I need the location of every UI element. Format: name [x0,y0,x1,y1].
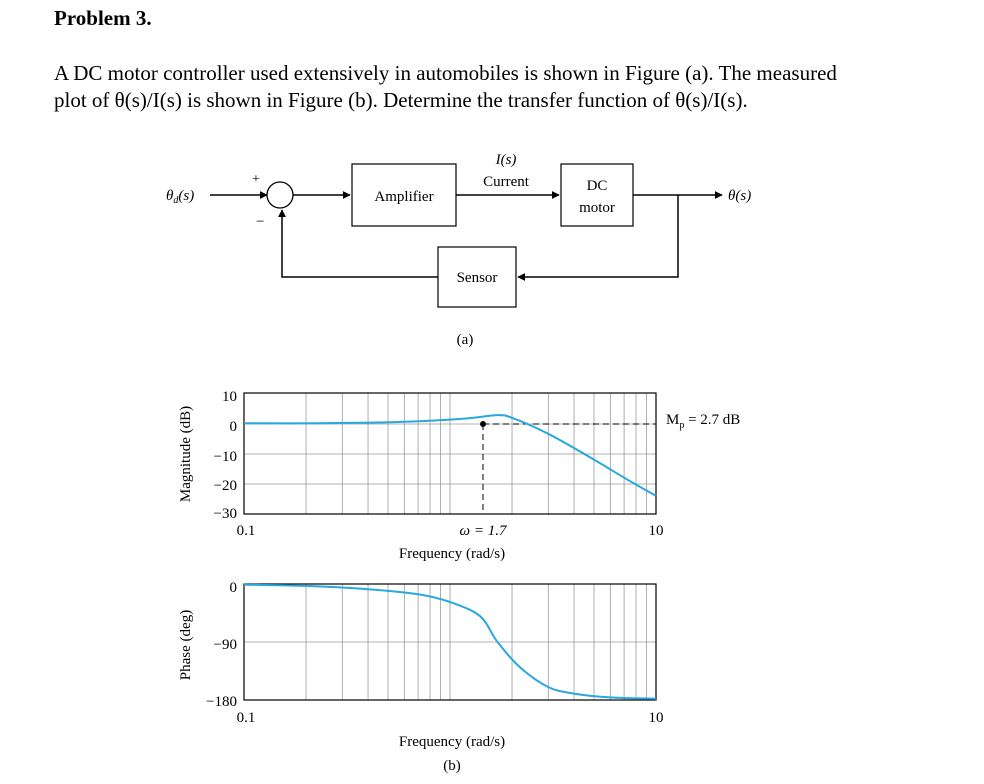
caption-b: (b) [443,758,461,774]
mag-ytick-minus30: −30 [213,506,237,522]
mag-ytick-minus10: −10 [213,449,237,465]
mag-ytick-minus20: −20 [213,478,237,494]
magnitude-grid [244,393,656,514]
mag-ylabel: Magnitude (dB) [178,405,194,503]
output-label: θ(s) [728,188,752,204]
motor-label-line2: motor [579,200,615,216]
peak-frequency-label: ω = 1.7 [459,523,507,539]
mag-ytick-0: 0 [229,419,237,435]
motor-label-line1: DC [586,178,608,194]
signal-label: I(s) [495,152,517,168]
phase-ytick-0: 0 [229,580,237,596]
peak-marker [480,421,486,427]
phase-ylabel: Phase (deg) [178,609,194,681]
summing-junction [267,182,293,208]
statement-line-1: A DC motor controller used extensively in automobiles is shown in Figure (a). The measured [54,61,837,85]
mag-xtick-start: 0.1 [236,523,256,539]
minus-sign: − [256,214,265,230]
amplifier-label: Amplifier [374,189,434,205]
block-diagram [166,152,751,348]
signal-name: Current [483,174,529,190]
phase-ytick-minus180: −180 [206,694,237,710]
magnitude-plot [178,389,740,562]
mag-xtick-end: 10 [648,523,664,539]
peak-magnitude-annotation: $M_p = 2.7$ dB [666,412,741,431]
caption-a: (a) [456,332,474,348]
sensor-label: Sensor [456,270,498,286]
mag-xlabel: Frequency (rad/s) [398,546,506,562]
plus-sign: + [252,172,260,187]
phase-xtick-start: 0.1 [236,710,256,726]
phase-ytick-minus90: −90 [213,637,237,653]
problem-heading: Problem 3. [54,6,152,30]
dc-motor-block [561,164,633,226]
statement-line-2: plot of θ(s)/I(s) is shown in Figure (b). Determine the transfer function of θ(s)/I(s). [54,88,748,112]
phase-plot [178,580,664,774]
mag-ytick-10: 10 [222,389,237,405]
phase-xtick-end: 10 [648,710,664,726]
phase-xlabel: Frequency (rad/s) [398,734,506,750]
input-label: $\theta_d(s)$ [166,188,195,206]
